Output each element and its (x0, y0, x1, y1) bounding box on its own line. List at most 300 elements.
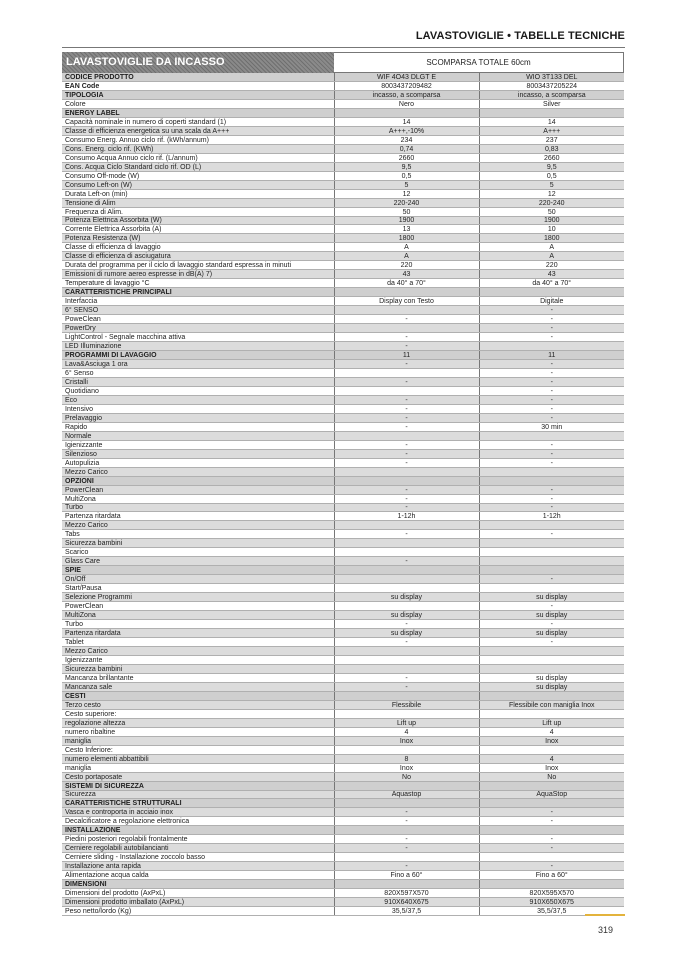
row-label: Start/Pausa (62, 584, 334, 593)
value-model-a: 8003437209482 (334, 81, 479, 90)
row-label: Durata Left-on (min) (62, 189, 334, 198)
table-row (62, 763, 624, 772)
table-row (62, 691, 624, 700)
value-model-a: - (334, 862, 479, 871)
value-model-b: - (479, 324, 624, 333)
value-model-a (334, 539, 479, 548)
value-model-b: 35,5/37,5 (479, 907, 624, 916)
row-label: numero elementi abbattibili (62, 754, 334, 763)
value-model-b: Inox (479, 736, 624, 745)
row-label: Colore (62, 99, 334, 108)
value-model-a: Fino a 60° (334, 871, 479, 880)
value-model-b: - (479, 485, 624, 494)
row-label: Tensione di Alim (62, 198, 334, 207)
row-label: CARATTERISTICHE STRUTTURALI (62, 799, 334, 808)
table-row (62, 494, 624, 503)
value-model-a (334, 288, 479, 297)
row-label: CARATTERISTICHE PRINCIPALI (62, 288, 334, 297)
value-model-a: - (334, 638, 479, 647)
value-model-a: 220-240 (334, 198, 479, 207)
value-model-a: 4 (334, 727, 479, 736)
table-row (62, 180, 624, 189)
value-model-a: 2660 (334, 153, 479, 162)
value-model-b: 11 (479, 351, 624, 360)
footer-accent-line (585, 914, 625, 916)
value-model-b: 0,83 (479, 144, 624, 153)
value-model-b: 50 (479, 207, 624, 216)
row-label: ENERGY LABEL (62, 108, 334, 117)
row-label: Cristalli (62, 377, 334, 386)
row-label: Frequenza di Alim. (62, 207, 334, 216)
value-model-a: 9,5 (334, 162, 479, 171)
row-label: MultiZona (62, 494, 334, 503)
value-model-a (334, 745, 479, 754)
value-model-a: 14 (334, 117, 479, 126)
table-row (62, 736, 624, 745)
row-label: PoweClean (62, 315, 334, 324)
table-row (62, 602, 624, 611)
value-model-b: - (479, 530, 624, 539)
table-row (62, 611, 624, 620)
value-model-b (479, 655, 624, 664)
row-label: PROGRAMMI DI LAVAGGIO (62, 351, 334, 360)
value-model-a (334, 602, 479, 611)
table-row (62, 889, 624, 898)
value-model-b: su display (479, 611, 624, 620)
table-row (62, 413, 624, 422)
value-model-a (334, 324, 479, 333)
row-label: Installazione anta rapida (62, 862, 334, 871)
value-model-b (479, 853, 624, 862)
value-model-a: No (334, 772, 479, 781)
table-row (62, 225, 624, 234)
value-model-a: 234 (334, 135, 479, 144)
value-model-b: Inox (479, 763, 624, 772)
row-label: Emissioni di rumore aereo espresse in dB(A) 7) (62, 270, 334, 279)
value-model-a (334, 826, 479, 835)
value-model-a: 220 (334, 261, 479, 270)
value-model-a: - (334, 413, 479, 422)
value-model-a: 11 (334, 351, 479, 360)
table-row (62, 342, 624, 351)
value-model-a (334, 476, 479, 485)
row-label: Sicurezza (62, 790, 334, 799)
table-row (62, 126, 624, 135)
table-row (62, 117, 624, 126)
table-row (62, 476, 624, 485)
table-row (62, 745, 624, 754)
table-row (62, 557, 624, 566)
row-label: Capacità nominale in numero di coperti standard (1) (62, 117, 334, 126)
header-divider (62, 47, 625, 48)
row-label: Terzo cesto (62, 700, 334, 709)
value-model-a: Inox (334, 763, 479, 772)
value-model-a: su display (334, 611, 479, 620)
table-row (62, 458, 624, 467)
value-model-a: - (334, 557, 479, 566)
row-label: Selezione Programmi (62, 593, 334, 602)
value-model-b: Lift up (479, 718, 624, 727)
value-model-a: Display con Testo (334, 297, 479, 306)
table-row (62, 431, 624, 440)
value-model-a (334, 566, 479, 575)
value-model-b: 1900 (479, 216, 624, 225)
table-row (62, 575, 624, 584)
row-label: Scarico (62, 548, 334, 557)
value-model-a: 12 (334, 189, 479, 198)
value-model-b: - (479, 808, 624, 817)
table-row (62, 844, 624, 853)
value-model-a: 13 (334, 225, 479, 234)
value-model-b: WIO 3T133 DEL (479, 73, 624, 81)
row-label: Classe di efficienza di asciugatura (62, 252, 334, 261)
value-model-a: - (334, 333, 479, 342)
table-row (62, 198, 624, 207)
value-model-a: Aquastop (334, 790, 479, 799)
value-model-b: - (479, 458, 624, 467)
value-model-b (479, 539, 624, 548)
row-label: MultiZona (62, 611, 334, 620)
value-model-a (334, 647, 479, 656)
row-label: Igienizzante (62, 655, 334, 664)
value-model-b (479, 799, 624, 808)
value-model-a: da 40° a 70° (334, 279, 479, 288)
row-label: Peso netto/lordo (Kg) (62, 907, 334, 916)
value-model-b (479, 476, 624, 485)
value-model-b: A+++ (479, 126, 624, 135)
table-row (62, 485, 624, 494)
value-model-a (334, 431, 479, 440)
row-label: Tabs (62, 530, 334, 539)
value-model-b: 820X595X570 (479, 889, 624, 898)
value-model-a (334, 655, 479, 664)
table-row (62, 898, 624, 907)
row-label: Silenzioso (62, 449, 334, 458)
table-row (62, 216, 624, 225)
value-model-b: 10 (479, 225, 624, 234)
value-model-b (479, 781, 624, 790)
value-model-b: 1800 (479, 234, 624, 243)
value-model-a: 5 (334, 180, 479, 189)
value-model-a: - (334, 360, 479, 369)
page-number: 319 (597, 925, 613, 935)
table-row (62, 593, 624, 602)
value-model-b (479, 566, 624, 575)
value-model-b: 43 (479, 270, 624, 279)
value-model-b: - (479, 440, 624, 449)
row-label: Lava&Asciuga 1 ora (62, 360, 334, 369)
value-model-a: - (334, 530, 479, 539)
value-model-a (334, 386, 479, 395)
row-label: OPZIONI (62, 476, 334, 485)
value-model-a (334, 880, 479, 889)
table-row (62, 189, 624, 198)
value-model-a: su display (334, 593, 479, 602)
table-row (62, 629, 624, 638)
value-model-b (479, 826, 624, 835)
value-model-a: 820X597X570 (334, 889, 479, 898)
value-model-a: incasso, a scomparsa (334, 90, 479, 99)
row-label: Classe di efficienza energetica su una scala da A+++ (62, 126, 334, 135)
table-row (62, 386, 624, 395)
value-model-a: - (334, 673, 479, 682)
value-model-b: su display (479, 629, 624, 638)
value-model-a: Inox (334, 736, 479, 745)
table-row (62, 270, 624, 279)
value-model-b: - (479, 315, 624, 324)
value-model-a: Flessibile (334, 700, 479, 709)
table-row (62, 108, 624, 117)
value-model-b: 910X650X675 (479, 898, 624, 907)
value-model-b (479, 288, 624, 297)
table-row (62, 73, 624, 81)
value-model-a: A (334, 243, 479, 252)
value-model-a: 910X640X675 (334, 898, 479, 907)
row-label: 6° SENSO (62, 306, 334, 315)
table-row (62, 781, 624, 790)
value-model-a: - (334, 835, 479, 844)
row-label: SISTEMI DI SICUREZZA (62, 781, 334, 790)
table-row (62, 853, 624, 862)
value-model-b: Digitale (479, 297, 624, 306)
row-label: Mezzo Carico (62, 647, 334, 656)
value-model-a: WIF 4O43 DLGT E (334, 73, 479, 81)
table-row (62, 90, 624, 99)
value-model-b: - (479, 386, 624, 395)
table-row (62, 261, 624, 270)
table-row (62, 135, 624, 144)
table-row (62, 673, 624, 682)
value-model-a: 43 (334, 270, 479, 279)
value-model-a (334, 467, 479, 476)
row-label: maniglia (62, 736, 334, 745)
value-model-a: 0,74 (334, 144, 479, 153)
value-model-b: 237 (479, 135, 624, 144)
value-model-b: - (479, 404, 624, 413)
value-model-b: - (479, 862, 624, 871)
value-model-b (479, 880, 624, 889)
row-label: TIPOLOGIA (62, 90, 334, 99)
table-row (62, 754, 624, 763)
row-label: regolazione altezza (62, 718, 334, 727)
row-label: Partenza ritardata (62, 512, 334, 521)
value-model-b: 8003437205224 (479, 81, 624, 90)
table-row (62, 718, 624, 727)
row-label: Dimensioni prodotto imballato (AxPxL) (62, 898, 334, 907)
value-model-b: - (479, 377, 624, 386)
value-model-a (334, 781, 479, 790)
value-model-b: - (479, 306, 624, 315)
value-model-a: - (334, 503, 479, 512)
row-label: Mezzo Carico (62, 467, 334, 476)
value-model-a (334, 548, 479, 557)
row-label: Cerniere regolabili autobilancianti (62, 844, 334, 853)
table-row (62, 871, 624, 880)
row-label: Piedini posteriori regolabili frontalmente (62, 835, 334, 844)
table-row (62, 826, 624, 835)
row-label: EAN Code (62, 81, 334, 90)
row-label: Autopulizia (62, 458, 334, 467)
table-row (62, 422, 624, 431)
row-label: Glass Care (62, 557, 334, 566)
value-model-b: 220-240 (479, 198, 624, 207)
row-label: Turbo (62, 503, 334, 512)
value-model-a: - (334, 377, 479, 386)
value-model-a: - (334, 682, 479, 691)
row-label: Mancanza brillantante (62, 673, 334, 682)
table-row (62, 835, 624, 844)
value-model-a: A (334, 252, 479, 261)
table-row (62, 862, 624, 871)
row-label: Sicurezza bambini (62, 664, 334, 673)
value-model-b: - (479, 575, 624, 584)
value-model-b: - (479, 602, 624, 611)
row-label: Temperature di lavaggio °C (62, 279, 334, 288)
value-model-a (334, 368, 479, 377)
table-row (62, 638, 624, 647)
value-model-b: 4 (479, 754, 624, 763)
row-label: Cesto superiore: (62, 709, 334, 718)
value-model-a: - (334, 342, 479, 351)
row-label: CODICE PRODOTTO (62, 73, 334, 81)
table-row (62, 880, 624, 889)
row-label: Decalcificatore a regolazione elettronica (62, 817, 334, 826)
value-model-a (334, 521, 479, 530)
value-model-a: 50 (334, 207, 479, 216)
value-model-b (479, 342, 624, 351)
row-label: Turbo (62, 620, 334, 629)
row-label: Cons. Energ. ciclo rif. (KWh) (62, 144, 334, 153)
table-row (62, 566, 624, 575)
value-model-a: - (334, 449, 479, 458)
row-label: maniglia (62, 763, 334, 772)
row-label: numero ribaltine (62, 727, 334, 736)
value-model-b (479, 557, 624, 566)
table-row (62, 288, 624, 297)
value-model-a: - (334, 620, 479, 629)
table-row (62, 234, 624, 243)
table-row (62, 772, 624, 781)
row-label: PowerDry (62, 324, 334, 333)
table-row (62, 207, 624, 216)
value-model-b (479, 521, 624, 530)
row-label: Corrente Elettrica Assorbita (A) (62, 225, 334, 234)
row-label: Interfaccia (62, 297, 334, 306)
value-model-b: 4 (479, 727, 624, 736)
table-row (62, 467, 624, 476)
value-model-a: - (334, 440, 479, 449)
table-row (62, 664, 624, 673)
value-model-b: 0,5 (479, 171, 624, 180)
value-model-a: - (334, 817, 479, 826)
value-model-a (334, 575, 479, 584)
value-model-a: - (334, 485, 479, 494)
row-label: Vasca e controporta in acciaio inox (62, 808, 334, 817)
value-model-b: 5 (479, 180, 624, 189)
table-row (62, 279, 624, 288)
row-label: Cons. Acqua Ciclo Standard ciclo rif. OD (L) (62, 162, 334, 171)
value-model-b: - (479, 494, 624, 503)
value-model-a: 8 (334, 754, 479, 763)
row-label: Cesto portaposate (62, 772, 334, 781)
value-model-a (334, 853, 479, 862)
value-model-a: su display (334, 629, 479, 638)
value-model-b (479, 745, 624, 754)
table-row (62, 377, 624, 386)
table-row (62, 907, 624, 916)
row-label: Quotidiano (62, 386, 334, 395)
table-row (62, 727, 624, 736)
table-row (62, 647, 624, 656)
table-row (62, 620, 624, 629)
value-model-a: 1-12h (334, 512, 479, 521)
value-model-a (334, 108, 479, 117)
value-model-b (479, 108, 624, 117)
value-model-b: - (479, 360, 624, 369)
value-model-a: - (334, 404, 479, 413)
value-model-b: - (479, 817, 624, 826)
row-label: LED Illuminazione (62, 342, 334, 351)
table-row (62, 243, 624, 252)
page-header (0, 30, 686, 46)
value-model-a (334, 709, 479, 718)
row-label: SPIE (62, 566, 334, 575)
value-model-b: - (479, 395, 624, 404)
row-label: CESTI (62, 691, 334, 700)
value-model-b: su display (479, 682, 624, 691)
row-label: Sicurezza bambini (62, 539, 334, 548)
value-model-b: - (479, 620, 624, 629)
row-label: DIMENSIONI (62, 880, 334, 889)
value-model-b: - (479, 638, 624, 647)
value-model-b (479, 647, 624, 656)
table-row (62, 252, 624, 261)
value-model-a: - (334, 494, 479, 503)
row-label: Partenza ritardata (62, 629, 334, 638)
value-model-a: - (334, 422, 479, 431)
value-model-b: A (479, 252, 624, 261)
table-row (62, 81, 624, 90)
row-label: Rapido (62, 422, 334, 431)
value-model-a: Lift up (334, 718, 479, 727)
row-label: Potenza Resistenza (W) (62, 234, 334, 243)
row-label: Prelavaggio (62, 413, 334, 422)
row-label: PowerClean (62, 485, 334, 494)
row-label: Consumo Energ. Annuo ciclo rif. (kWh/annum) (62, 135, 334, 144)
value-model-b: - (479, 333, 624, 342)
value-model-b (479, 709, 624, 718)
value-model-b: 9,5 (479, 162, 624, 171)
row-label: Alimentazione acqua calda (62, 871, 334, 880)
table-title-row (62, 52, 624, 73)
row-label: Intensivo (62, 404, 334, 413)
value-model-a (334, 306, 479, 315)
value-model-b (479, 467, 624, 476)
table-row (62, 539, 624, 548)
table-row (62, 171, 624, 180)
row-label: Igienizzante (62, 440, 334, 449)
table-row (62, 360, 624, 369)
value-model-a: 1800 (334, 234, 479, 243)
value-model-b: Fino a 60° (479, 871, 624, 880)
table-row (62, 315, 624, 324)
value-model-b: 2660 (479, 153, 624, 162)
value-model-b: - (479, 413, 624, 422)
table-row (62, 521, 624, 530)
value-model-b: da 40° a 70° (479, 279, 624, 288)
row-label: Classe di efficienza di lavaggio (62, 243, 334, 252)
value-model-b: - (479, 449, 624, 458)
